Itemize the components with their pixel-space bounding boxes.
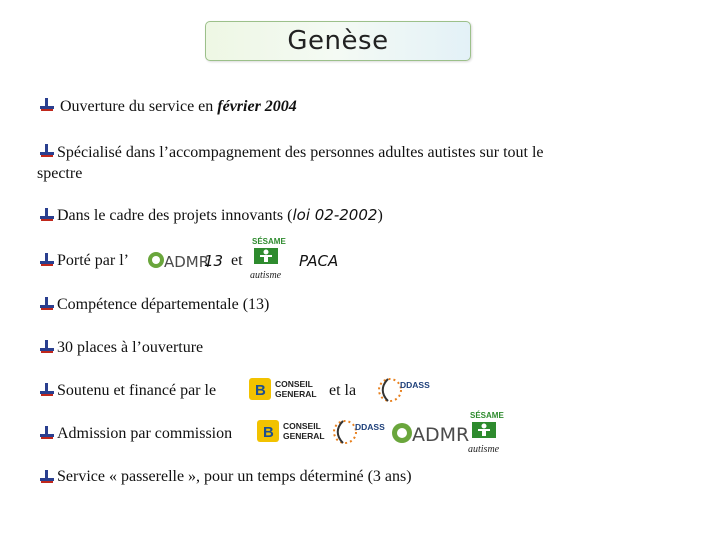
item-carried-by: Porté par l’ [57,252,129,269]
item-specialized-line2: spectre [37,165,83,182]
sesame-logo-bottom: autisme [250,270,282,281]
item-innovative-close: ) [377,207,383,224]
item-funded-by: Soutenu et financé par le [57,382,217,399]
svg-text:B: B [263,424,274,441]
bullet-icon [40,297,54,311]
admr-logo-2 [390,418,470,448]
bullet-icon [40,470,54,484]
cg-logo-2-line1: CONSEIL [283,421,321,431]
item-opening-text: Ouverture du service en [60,98,218,115]
admr-logo [146,249,208,273]
item-opening [60,97,297,116]
item-innovative-text: Dans le cadre des projets innovants ( [57,207,293,224]
item-carried-by-and: et [231,252,243,269]
ddass-logo-text: DDASS [400,380,430,390]
sesame-logo-2-top: SÉSAME [470,411,504,420]
item-innovative-law: loi 02-2002 [292,206,378,224]
item-opening-date: février 2004 [217,98,297,115]
cg-logo-line1: CONSEIL [275,379,313,389]
sesame-logo-2-bottom: autisme [468,444,500,455]
page-title: Genèse [287,26,389,56]
bullet-icon [40,208,54,222]
cg-logo-line2: GENERAL [275,389,317,399]
ddass-logo-2-text: DDASS [355,422,385,432]
item-specialized-line1: Spécialisé dans l’accompagnement des personnes adultes autistes sur tout le [57,144,544,161]
admr-logo-text: ADMR [164,253,210,271]
item-carried-by-paca: PACA [299,252,339,270]
bullet-icon [40,144,54,158]
item-places: 30 places à l’ouverture [57,339,204,356]
title-box [205,21,471,61]
item-passerelle: Service « passerelle », pour un temps déterminé (3 ans) [57,468,412,485]
ddass-logo [374,374,436,406]
bullet-icon [40,426,54,440]
item-competence: Compétence départementale (13) [57,296,270,313]
conseil-general-logo-2 [257,418,329,446]
item-funded-by-and: et la [329,382,357,399]
item-admission: Admission par commission [57,425,233,442]
admr-logo-2-text: ADMR [412,424,470,446]
bullet-icon [40,383,54,397]
conseil-general-logo [249,376,321,404]
cg-logo-2-line2: GENERAL [283,431,325,441]
svg-text:B: B [255,382,266,399]
sesame-logo-top: SÉSAME [252,237,286,246]
item-innovative-projects [57,206,383,225]
sesame-autisme-logo-2 [466,410,510,456]
item-carried-by-13: 13 [204,252,224,270]
bullet-icon [40,253,54,267]
bullet-icon [40,340,54,354]
ddass-logo-2 [329,416,391,448]
sesame-autisme-logo [248,236,292,282]
bullet-icon [40,98,54,112]
